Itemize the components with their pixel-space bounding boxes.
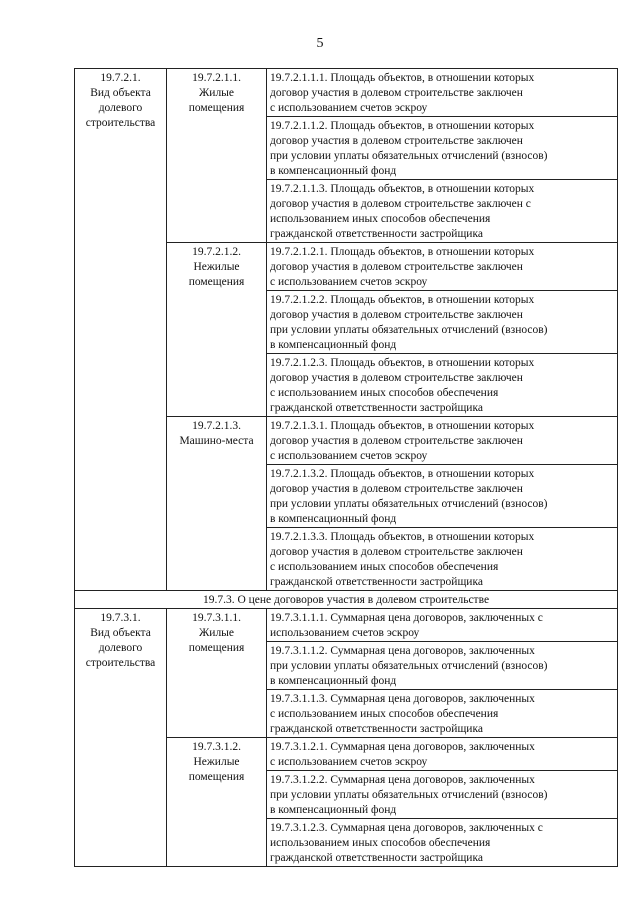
indicator-line: в компенсационный фонд — [270, 675, 397, 687]
object-type-line: Вид объекта — [90, 627, 151, 639]
indicator-line: договор участия в долевом строительстве заключен — [270, 261, 523, 273]
indicator-line: в компенсационный фонд — [270, 339, 397, 351]
indicator-line: договор участия в долевом строительстве заключен — [270, 483, 523, 495]
indicator-line: 19.7.3.1.1.3. Суммарная цена договоров, заключенных — [270, 693, 535, 705]
premises-category-line: 19.7.2.1.2. — [192, 246, 241, 258]
indicator-line: 19.7.2.1.1.3. Площадь объектов, в отношении которых — [270, 183, 535, 195]
premises-category-line: помещения — [188, 102, 245, 114]
indicator-cell — [267, 291, 618, 354]
indicator-line: использованием счетов эскроу — [270, 627, 420, 639]
indicator-cell — [267, 528, 618, 591]
indicator-line: с использованием иных способов обеспечения — [270, 708, 499, 720]
indicator-line: с использованием счетов эскроу — [270, 276, 428, 288]
object-type-line: долевого — [98, 102, 143, 114]
section-heading-row — [75, 591, 618, 609]
indicator-line: при условии уплаты обязательных отчислений (взносов) — [270, 498, 548, 510]
indicator-line: гражданской ответственности застройщика — [270, 576, 483, 588]
indicator-line: 19.7.3.1.1.2. Суммарная цена договоров, заключенных — [270, 645, 535, 657]
indicator-cell — [267, 609, 618, 642]
indicator-line: использованием иных способов обеспечения — [270, 837, 491, 849]
section-heading: 19.7.3. О цене договоров участия в долевом строительстве — [75, 591, 618, 609]
indicator-line: с использованием иных способов обеспечения — [270, 561, 499, 573]
regulation-table — [74, 68, 618, 867]
indicator-cell — [267, 465, 618, 528]
premises-category-cell — [167, 243, 267, 417]
premises-category-line: Машино-места — [179, 435, 254, 447]
indicator-line: договор участия в долевом строительстве заключен с — [270, 198, 531, 210]
indicator-line: 19.7.2.1.3.1. Площадь объектов, в отношении которых — [270, 420, 535, 432]
indicator-cell — [267, 819, 618, 867]
premises-category-line: помещения — [188, 771, 245, 783]
indicator-line: 19.7.2.1.2.2. Площадь объектов, в отношении которых — [270, 294, 535, 306]
premises-category-line: Жилые — [198, 87, 235, 99]
indicator-line: использованием иных способов обеспечения — [270, 213, 491, 225]
premises-category-line: 19.7.3.1.2. — [192, 741, 241, 753]
indicator-cell — [267, 417, 618, 465]
indicator-cell — [267, 738, 618, 771]
indicator-line: 19.7.3.1.2.1. Суммарная цена договоров, заключенных — [270, 741, 535, 753]
indicator-line: 19.7.2.1.2.3. Площадь объектов, в отношении которых — [270, 357, 535, 369]
premises-category-line: Нежилые — [193, 756, 240, 768]
indicator-line: гражданской ответственности застройщика — [270, 228, 483, 240]
premises-category-line: 19.7.2.1.3. — [192, 420, 241, 432]
indicator-line: в компенсационный фонд — [270, 804, 397, 816]
indicator-line: гражданской ответственности застройщика — [270, 723, 483, 735]
indicator-line: договор участия в долевом строительстве заключен — [270, 435, 523, 447]
indicator-cell — [267, 117, 618, 180]
indicator-line: с использованием иных способов обеспечения — [270, 387, 499, 399]
indicator-line: 19.7.3.1.2.2. Суммарная цена договоров, заключенных — [270, 774, 535, 786]
indicator-cell — [267, 243, 618, 291]
premises-category-line: 19.7.3.1.1. — [192, 612, 241, 624]
premises-category-line: 19.7.2.1.1. — [192, 72, 241, 84]
indicator-line: 19.7.3.1.1.1. Суммарная цена договоров, заключенных с — [270, 612, 543, 624]
table-row — [75, 69, 618, 117]
premises-category-cell — [167, 738, 267, 867]
indicator-line: в компенсационный фонд — [270, 165, 397, 177]
premises-category-cell — [167, 69, 267, 243]
indicator-line: при условии уплаты обязательных отчислений (взносов) — [270, 660, 548, 672]
object-type-line: Вид объекта — [90, 87, 151, 99]
indicator-line: договор участия в долевом строительстве заключен — [270, 372, 523, 384]
indicator-cell — [267, 180, 618, 243]
indicator-cell — [267, 642, 618, 690]
object-type-line: строительства — [85, 117, 156, 129]
indicator-line: гражданской ответственности застройщика — [270, 852, 483, 864]
indicator-line: при условии уплаты обязательных отчислений (взносов) — [270, 150, 548, 162]
object-type-cell — [75, 609, 167, 867]
premises-category-cell — [167, 609, 267, 738]
object-type-cell — [75, 69, 167, 591]
indicator-line: договор участия в долевом строительстве заключен — [270, 309, 523, 321]
indicator-line: 19.7.2.1.3.3. Площадь объектов, в отношении которых — [270, 531, 535, 543]
premises-category-line: помещения — [188, 642, 245, 654]
indicator-line: гражданской ответственности застройщика — [270, 402, 483, 414]
indicator-line: при условии уплаты обязательных отчислений (взносов) — [270, 324, 548, 336]
indicator-line: с использованием счетов эскроу — [270, 756, 428, 768]
object-type-line: 19.7.3.1. — [100, 612, 141, 624]
object-type-line: строительства — [85, 657, 156, 669]
indicator-line: 19.7.3.1.2.3. Суммарная цена договоров, заключенных с — [270, 822, 543, 834]
indicator-cell — [267, 690, 618, 738]
premises-category-cell — [167, 417, 267, 591]
table-row — [75, 609, 618, 642]
indicator-cell — [267, 69, 618, 117]
indicator-line: при условии уплаты обязательных отчислений (взносов) — [270, 789, 548, 801]
indicator-line: договор участия в долевом строительстве заключен — [270, 87, 523, 99]
indicator-line: 19.7.2.1.2.1. Площадь объектов, в отношении которых — [270, 246, 535, 258]
page-number: 5 — [316, 36, 324, 51]
indicator-cell — [267, 354, 618, 417]
indicator-line: 19.7.2.1.1.1. Площадь объектов, в отношении которых — [270, 72, 535, 84]
indicator-line: договор участия в долевом строительстве заключен — [270, 546, 523, 558]
object-type-line: долевого — [98, 642, 143, 654]
indicator-line: с использованием счетов эскроу — [270, 450, 428, 462]
premises-category-line: Нежилые — [193, 261, 240, 273]
indicator-line: с использованием счетов эскроу — [270, 102, 428, 114]
object-type-line: 19.7.2.1. — [100, 72, 141, 84]
indicator-line: в компенсационный фонд — [270, 513, 397, 525]
premises-category-line: Жилые — [198, 627, 235, 639]
indicator-cell — [267, 771, 618, 819]
indicator-line: 19.7.2.1.3.2. Площадь объектов, в отношении которых — [270, 468, 535, 480]
indicator-line: 19.7.2.1.1.2. Площадь объектов, в отношении которых — [270, 120, 535, 132]
premises-category-line: помещения — [188, 276, 245, 288]
indicator-line: договор участия в долевом строительстве заключен — [270, 135, 523, 147]
